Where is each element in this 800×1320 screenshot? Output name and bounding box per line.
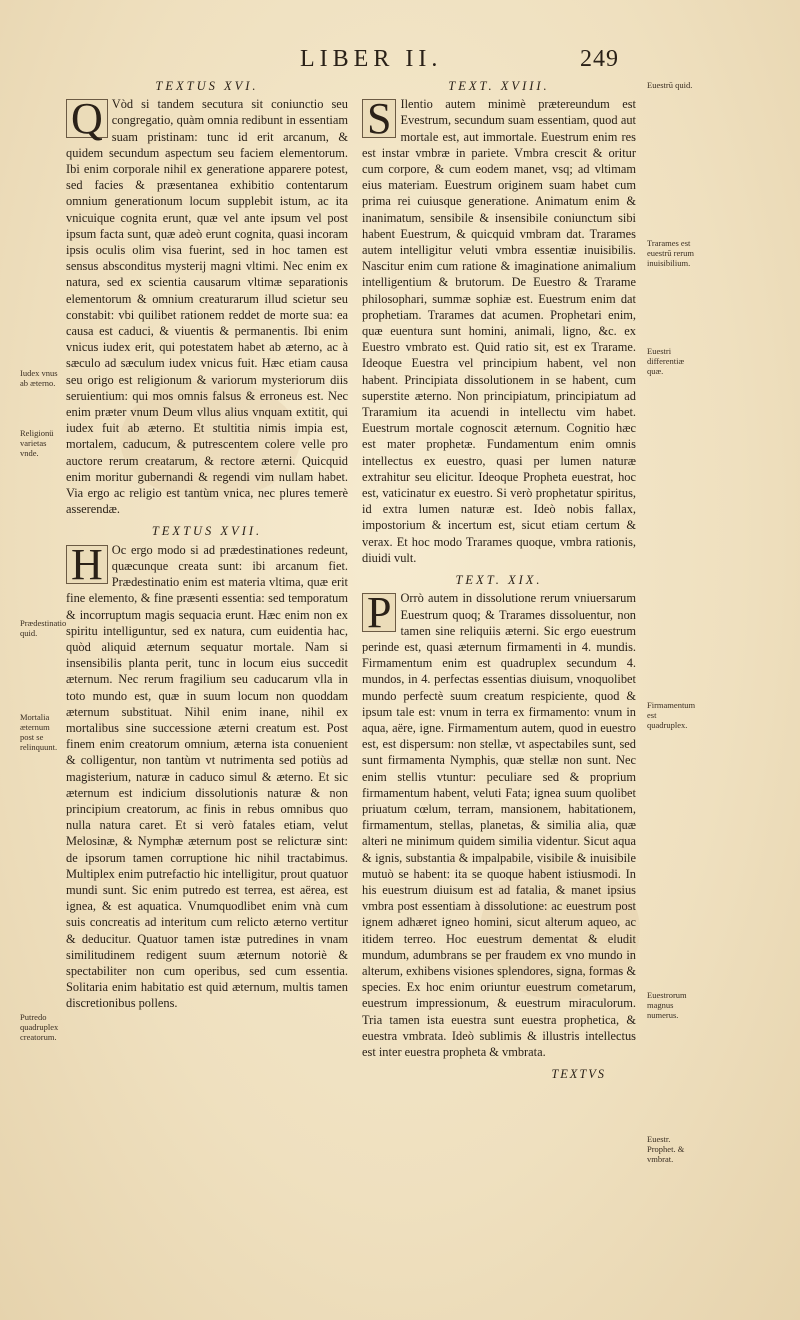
margin-note: Mortalia æternum post se relinquunt. <box>20 712 58 752</box>
drop-cap: Q <box>66 99 108 138</box>
section-heading: TEXTUS XVI. <box>155 79 259 93</box>
drop-cap: S <box>362 99 396 138</box>
paragraph-body: Orrò autem in dissolutione rerum vniuersarum Euestrum quoq; & Trarames dissoluentur, non tamen sine reliquiis æterni. Sic ergo euestrum perinde est, quasi æternum firmamenti in 4. mundis. Firmamentum enim est quadruplex secundum 4. mundos, in 4. perfectas essentias diuisum, vnoquolibet mundo perfectè suum creatum respiciente, quod & ipsum tale est: vnum in terra ex firmamento: vnum in aqua, aëre, igne. Firmamentum autem, quod in euestro est, est dispersum: non stellæ, vt aspectabiles sunt, sed sunt firmamenta Nymphis, quæ stellæ non sunt. Nec enim stellis vtuntur: peculiare sed & proprium firmamentum habent, veluti Fata; ignea suum quolibet priuatum cœlum, terram, mansionem, habitationem, firmamentum, stellas, planetas, & similia alia, quæ alteri ne minimum quidem similia videntur. Sicut aqua & ignis, substantia & impalpabile, visibile & inuisibile mutuò se habent: ita se quoque habent istiusmodi. In his euestrum diuisum est ad fatalia, & manet ipsius vmbra post essentiam à dissolutione: ac euestrum post ignem adhæret igneo homini, sicut alterum aqueo, ac itidem terreo. Hoc euestrum dementat & eludit mundum, adumbrans se per fraudem ex vno mundo in alterum, exhibens visiones splendores, signa, formas & species. Ex hoc enim oriuntur euestrum cometarum, euestrum impressionum, & euestrum miraculorum. Tria tamen ista euestra sunt euestra prophetica, & euestra vmbrata. Ideò sublimis & illustris intellectus est inter euestra propheta & vmbrata. <box>362 591 636 1059</box>
paragraph-body: Vòd si tandem secutura sit coniunctio seu congregatio, quàm omnia redibunt in essentiam suam pristinam: tunc id erit arcanum, & quidem secundum aspectum seu faciem elementorum. Ibi enim corporale nihil ex generatione apparere potest, sed facies & præsentanea exhibitio contentarum omnium generationum locum supplebit istum, ac ita vnicuique cognita erunt, quæ vel ante ipsum vel post ipsum facta sunt, quæ adeò erunt cognita, quasi incoram ipsis oculis olim visa fuerint, sed in hoc tamen est sensus absconditus mysterij magni vltimi. Nec enim ex natura, sed ex scientia causarum vltimæ separationis elementorum & omnium creaturarum illud scietur seu constabit: vbi quilibet rationem reddet de morte sua: ea causa est caduci, & viuentis & permanentis. Ibi enim vnicus iudex erit, qui potestatem habet ab æterno, ac à sæculo ad sæculum iudex vnicus fuit. Hæc etiam causa seu origo est religionum & variorum mysteriorum diis seruientium: qui mos omnis falsus & erroneus est. Nec enim præter vnum Deum vllus alius vnquam extitit, qui iudex fuit ab æterno. Et stultitia nimis impia est, mortalem, caducum, & putrescentem colere velle pro auctore rerum creatarum, & rectore æterni. Quicquid enim moritur gubernandi & regendi vim nullam habet. Via ergo ac religio est tantùm vnica, nec plures temerè asserendæ. <box>66 97 348 517</box>
section-text <box>362 590 636 1060</box>
right-column <box>362 78 636 1082</box>
page-number: 249 <box>580 46 619 72</box>
margin-note: Euestrū quid. <box>647 80 693 90</box>
margin-note: Prædestinatio quid. <box>20 618 67 638</box>
margin-note: Trarames est euestrū rerum inuisibilium. <box>647 238 694 268</box>
paragraph-body: Ilentio autem minimè prætereundum est Evestrum, secundum suam essentiam, quod aut mortale est, aut immortale. Euestrum enim res est instar vmbræ in pariete. Vmbra crescit & oritur cum corpore, & cum eodem manet, vsq; ad vltimam eius materiam. Euestrum originem suam habet cum prima rei cuiusque generatione. Animatum enim & inanimatum, sensibile & insensibile coniunctum sibi habent Euestrum, & quicquid vmbram dat. Trarames autem intelligitur veluti vmbra essentiæ inuisibilis. Nascitur enim cum ratione & imaginatione animalium intelligentium & brutorum. De Euestro & Trarame philosophari, summæ sophiæ est. Euestrum enim dat prophetiam. Trarames dat acumen. Prophetari enim, quæ euentura sunt homini, animali, ligno, &c. ex Euestro vmbrato est. Quid ratio sit, est ex Trarame. Ideoque Euestra vel principium habent, vel non habent. Principiata dissolutionem in se habent, cum superstite æterno. Non principiatum, principiatum ad Traramium ita acuendi in intellectu vim habet. Euestrum mortale cognoscit æternum. Cognitio hæc est mater prophetæ. Fundamentum enim omnis intellectus ex euestro, quasi per lumen naturæ extrahitur seu elicitur. Ideoque Propheta euestrat, hoc est, vaticinatur ex euestro. Si verò prophetatur spiritus, id extra lumen naturæ est. Ideò nobis fallax, impostorium & incertum est, sicut etiam certum & verax. Et hoc modo Trarames quoque, vmbra rationis, diuidi vult. <box>362 97 636 565</box>
margin-note: Euestr. Prophet. & vmbrat. <box>647 1134 685 1164</box>
margin-note: Euestrorum magnus numerus. <box>647 990 687 1020</box>
section-heading: TEXT. XVIII. <box>448 79 550 93</box>
margin-note: Firmamentum est quadruplex. <box>647 700 696 730</box>
margin-note: Euestri differentiæ quæ. <box>647 346 685 376</box>
section-text <box>66 539 348 1012</box>
drop-cap: H <box>66 545 108 584</box>
margin-note: Iudex vnus ab æterno. <box>20 368 58 388</box>
running-title: LIBER II. <box>300 46 443 72</box>
section-text <box>66 96 348 517</box>
section-heading: TEXTUS XVII. <box>151 524 263 539</box>
left-column <box>66 78 348 1018</box>
drop-cap: P <box>362 593 396 632</box>
margin-note: Religionü varietas vnde. <box>20 428 54 458</box>
margin-note: Putredo quadruplex creatorum. <box>20 1012 59 1042</box>
section-text <box>362 96 636 566</box>
running-head <box>0 40 800 80</box>
section-heading: TEXT. XIX. <box>455 573 543 588</box>
paragraph-body: Oc ergo modo si ad prædestinationes redeunt, quæcunque creata sunt: ibi arcanum fiet. Prædestinatio enim est materia vltima, quæ erit fine elemento, & fine præsenti essentia: sed temporatum & incorruptum magis sequacia erunt. Hæc enim non ex spiritu intelliguntur, sed ex natura, cum euidentia hac, quòd aliquid æternum sequatur mortale. Nam si insensibilis planta perit, tunc in locum eius succedit æternum. Nec rerum fragilium seu caducarum vlla in toto mundo est, quæ in suum locum non quoddam æternum substituat. Nihil enim inane, nihil ex mortalibus sine successione æterni creatum est. Post finem enim creatorum omnium, æterna ista conuenient & colligentur, non tantùm vt nutrimenta sed potiùs ad magisterium, naturæ in caduco simul & æterno. Et sic æternum est indicium dissolutionis naturæ & non principium creatorum, ac finis in rebus omnibus quo nulla natura caret. Et si verò fatales etiam, velut Melosinæ, & Nymphæ æternum post se relicturæ sint: de ipsorum tamen corruptione hic nihil tractabimus. Multiplex enim putrefactio hic intelligitur, prout quatuor mundi sunt. Sic enim putredo est terrea, est aërea, est ignea, & est aquatica. Vnumquodlibet enim vnà cum suis concreatis ad interitum cum relicto æterno vertitur & deducitur. Quatuor tamen istæ putredines in vnam similitudinem redigent suum æternum notoriè & spectabiliter non cum operibus, sed cum essentia. Solitaria enim habitatio est quid æternum, multis tamen discretionibus pollens. <box>66 542 348 1011</box>
catchword: TEXTVS <box>551 1067 606 1082</box>
